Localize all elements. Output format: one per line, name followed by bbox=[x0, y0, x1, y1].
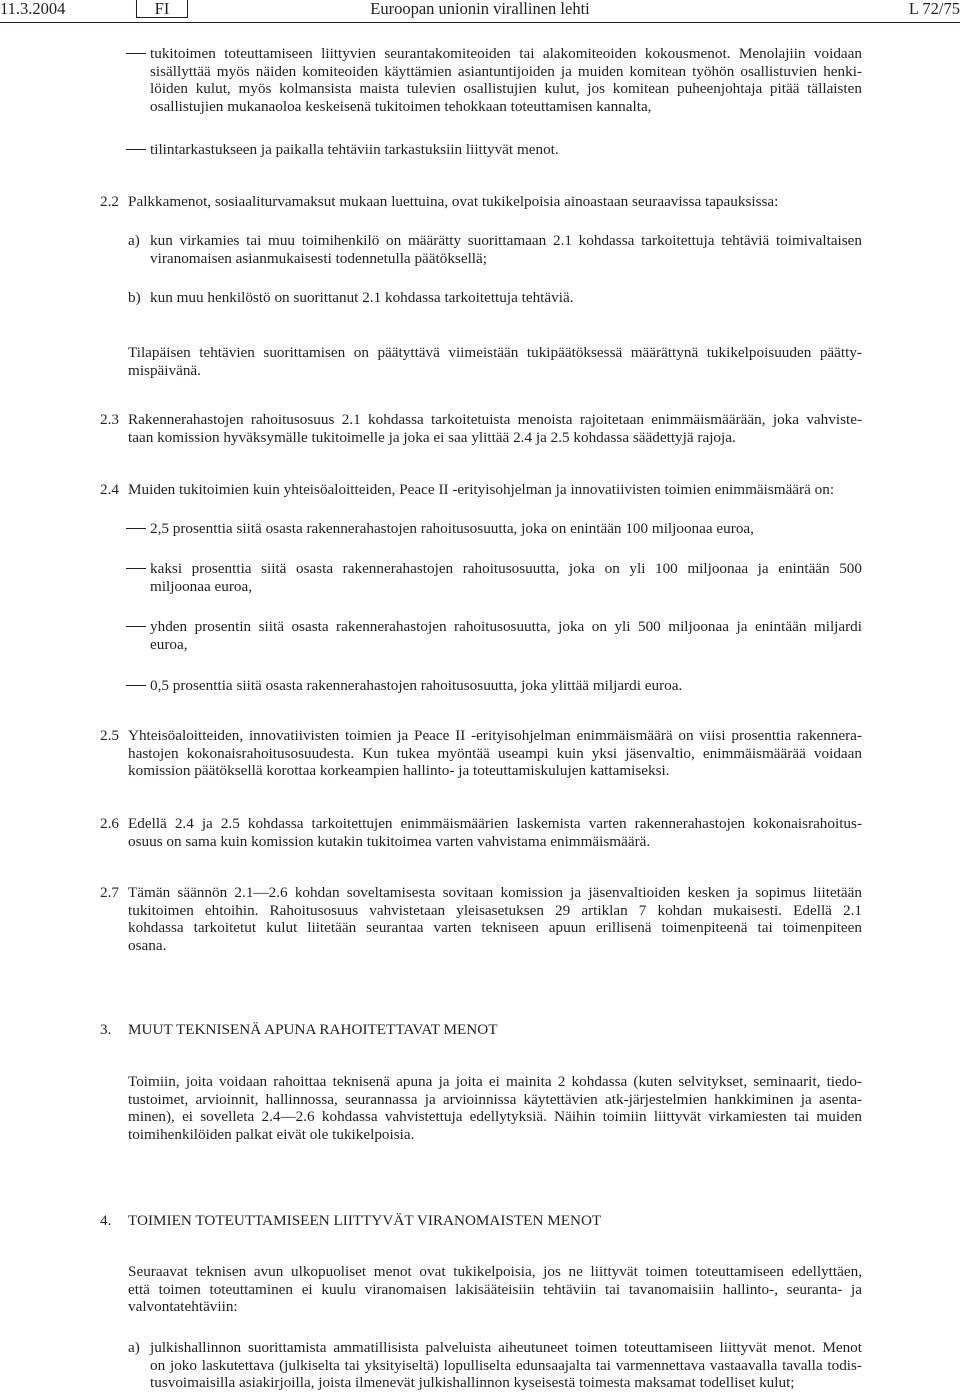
text-line: osuus on sama kuin komission kutakin tukitoimea varten vahvistama enimmäismäärä. bbox=[128, 832, 651, 850]
section-heading: TOIMIEN TOTEUTTAMISEEN LIITTYVÄT VIRANOMAISTEN MENOT bbox=[128, 1212, 602, 1229]
text-line: Tämän säännön 2.1—2.6 kohdan soveltamisesta sovitaan komission ja jäsenvaltioiden kesken ja sopimus liitetään bbox=[128, 884, 862, 901]
section-2-3-text bbox=[128, 411, 862, 446]
intro-item-audit bbox=[150, 141, 862, 159]
section-2-5-text bbox=[128, 727, 862, 780]
section-2-4-item-1 bbox=[150, 520, 862, 538]
section-number: 2.3 bbox=[100, 411, 119, 428]
text-line: tukitoimen ehtoihin. Rahoitusosuus vahvistetaan yleisasetuksen 29 artiklan 7 kohdan mukaisesti. Edellä 2.1 bbox=[128, 901, 862, 919]
dash-marker bbox=[126, 568, 146, 569]
text-line: kohdassa tarkoitetut kulut liitetään seurantaa varten tekniseen apuun erillisenä toimenpiteenä tai toimenpiteen bbox=[128, 919, 862, 937]
text-line: mispäivänä. bbox=[128, 361, 201, 379]
text-line: Toimiin, joita voidaan rahoittaa teknisenä apuna ja joita ei mainita 2 kohdassa (kuten selvitykset, seminaarit, tiedo- bbox=[128, 1073, 862, 1090]
text-line: tustoimet, arvioinnit, hallinnossa, seurannassa ja arvioinnissa käytettävien atk-järjestelmien hankkiminen ja asenta- bbox=[128, 1090, 862, 1108]
section-number: 2.7 bbox=[100, 884, 119, 901]
text-line: Rakennerahastojen rahoitusosuus 2.1 kohdassa tarkoitetuista menoista rajoitetaan enimmäismäärään, joka vahviste- bbox=[128, 411, 862, 428]
text-line: tilintarkastukseen ja paikalla tehtäviin tarkastuksiin liittyvät menot. bbox=[150, 141, 559, 158]
journal-title: Euroopan unionin virallinen lehti bbox=[370, 0, 590, 18]
section-3-text bbox=[128, 1073, 862, 1143]
text-line: osallistujien mukanaoloa keskeisenä tukitoimen tehokkaan toteuttamisen kannalta, bbox=[150, 97, 652, 115]
section-4-item-a bbox=[150, 1339, 862, 1392]
text-line: julkishallinnon suorittamista ammatillisista palveluista aiheutuneet toimen toteuttamiseen liittyvät menot. Menot bbox=[150, 1339, 862, 1356]
text-line: 0,5 prosenttia siitä osasta rakennerahastojen rahoitusosuutta, joka ylittää miljardi euroa. bbox=[150, 677, 683, 694]
text-line: Seuraavat teknisen avun ulkopuoliset menot ovat tukikelpoisia, jos ne liittyvät toimen toteuttamiseen edellyttäen, bbox=[128, 1263, 862, 1280]
text-line: tusvoimaisilla asiakirjoilla, joista ilmenevät julkishallinnon kyseisestä toimesta maksamat todelliset kulut; bbox=[150, 1374, 795, 1392]
text-line: toimihenkilöiden palkat eivät ole tukikelpoisia. bbox=[128, 1125, 415, 1143]
text-line: Yhteisöaloitteiden, innovatiivisten toimien ja Peace II -erityisohjelman enimmäismäärä on viisi prosenttia rakennera- bbox=[128, 727, 862, 744]
section-2-4-text bbox=[128, 481, 862, 499]
section-number: 2.4 bbox=[100, 481, 119, 498]
header-rule bbox=[0, 22, 960, 23]
item-letter: a) bbox=[128, 232, 140, 249]
text-line: taan komission hyväksymälle tukitoimelle ja joka ei saa ylittää 2.4 ja 2.5 kohdassa säädettyjä rajoja. bbox=[128, 428, 736, 446]
text-line: viranomaisen asianmukaisesti todennetulla päätöksellä; bbox=[150, 249, 487, 267]
text-line: Edellä 2.4 ja 2.5 kohdassa tarkoitettujen enimmäismäärien laskemista varten rakennerahastojen kokonaisrahoitus- bbox=[128, 815, 862, 832]
section-number: 2.6 bbox=[100, 815, 119, 832]
language-code-box: FI bbox=[136, 0, 188, 18]
section-2-2-text bbox=[128, 193, 862, 211]
section-2-6-text bbox=[128, 815, 862, 850]
text-line: on joko laskutettava (julkiselta tai yksityiseltä) lopulliselta edunsaajalta tai varmennettava vastaavalla tavalla todis- bbox=[150, 1356, 862, 1374]
section-4-text bbox=[128, 1263, 862, 1316]
section-2-4-item-3 bbox=[150, 618, 862, 653]
item-letter: a) bbox=[128, 1339, 140, 1356]
text-line: sisällyttää myös näiden komiteoiden käyttämien asiantuntijoiden ja muiden komitean työhön osallistuvien henki- bbox=[150, 62, 862, 80]
text-line: kun muu henkilöstö on suorittanut 2.1 kohdassa tarkoitettuja tehtäviä. bbox=[150, 289, 574, 306]
text-line: kaksi prosenttia siitä osasta rakennerahastojen rahoitusosuutta, joka on yli 100 miljoonaa ja enintään 500 bbox=[150, 560, 862, 577]
section-number: 3. bbox=[100, 1021, 112, 1038]
section-2-2-item-a bbox=[150, 232, 862, 267]
section-number: 4. bbox=[100, 1212, 112, 1229]
text-line: tukitoimen toteuttamiseen liittyvien seurantakomiteoiden tai alakomiteoiden kokousmenot. Menolajiin voidaan bbox=[150, 45, 862, 62]
dash-marker bbox=[126, 149, 146, 150]
text-line: Muiden tukitoimien kuin yhteisöaloitteiden, Peace II -erityisohjelman ja innovatiivisten toimien enimmäismäärä on: bbox=[128, 481, 835, 498]
text-line: osana. bbox=[128, 936, 167, 954]
text-line: hastojen kokonaisrahoitusosuudesta. Kun tukea myöntää useampi kuin yksi jäsenvaltio, enimmäismäärää voidaan bbox=[128, 744, 862, 762]
text-line: miljoonaa euroa, bbox=[150, 577, 253, 595]
text-line: komission päätöksellä korottaa korkeampien hallinto- ja toteuttamiskulujen kattamiseksi. bbox=[128, 762, 670, 780]
section-2-4-item-2 bbox=[150, 560, 862, 595]
text-line: Palkkamenot, sosiaaliturvamaksut mukaan luettuina, ovat tukikelpoisia ainoastaan seuraavissa tapauksissa: bbox=[128, 193, 779, 210]
section-2-2-item-b bbox=[150, 289, 862, 307]
text-line: kun virkamies tai muu toimihenkilö on määrätty suorittamaan 2.1 kohdassa tarkoitettuja tehtäviä toimivaltaisen bbox=[150, 232, 862, 249]
publication-date: 11.3.2004 bbox=[0, 0, 66, 18]
dash-marker bbox=[126, 53, 146, 54]
text-line: löiden kulut, myös kolmansista maista tulevien osallistujien kulut, jos komitean puheenjohtaja pitää tällaisten bbox=[150, 80, 862, 98]
section-2-2-temporary-tasks bbox=[128, 344, 862, 379]
page-header bbox=[0, 0, 960, 22]
text-line: 2,5 prosenttia siitä osasta rakennerahastojen rahoitusosuutta, joka on enintään 100 miljoonaa euroa, bbox=[150, 520, 754, 537]
section-2-7-text bbox=[128, 884, 862, 954]
section-heading: MUUT TEKNISENÄ APUNA RAHOITETTAVAT MENOT bbox=[128, 1021, 498, 1038]
section-number: 2.2 bbox=[100, 193, 119, 210]
dash-marker bbox=[126, 626, 146, 627]
intro-item-meetings bbox=[150, 45, 862, 115]
dash-marker bbox=[126, 685, 146, 686]
section-number: 2.5 bbox=[100, 727, 119, 744]
section-2-4-item-4 bbox=[150, 677, 862, 695]
text-line: että toimen toteuttaminen ei kuulu viranomaisen lakisääteisiin tehtäviin tai tavanomaisiin hallinto-, seuranta- ja bbox=[128, 1280, 862, 1298]
item-letter: b) bbox=[128, 289, 141, 306]
page-reference: L 72/75 bbox=[908, 0, 960, 18]
text-line: euroa, bbox=[150, 635, 188, 653]
dash-marker bbox=[126, 528, 146, 529]
text-line: minen), ei sovelleta 2.4—2.6 kohdassa vahvistettuja edellytyksiä. Näihin toimiin liittyvät virkamiesten tai muiden bbox=[128, 1108, 862, 1126]
text-line: yhden prosentin siitä osasta rakennerahastojen rahoitusosuutta, joka on yli 500 miljoonaa ja enintään miljardi bbox=[150, 618, 862, 635]
text-line: valvontatehtäviin: bbox=[128, 1298, 238, 1316]
text-line: Tilapäisen tehtävien suorittamisen on päätyttävä viimeistään tukipäätöksessä määrättynä tukikelpoisuuden päätty- bbox=[128, 344, 862, 361]
